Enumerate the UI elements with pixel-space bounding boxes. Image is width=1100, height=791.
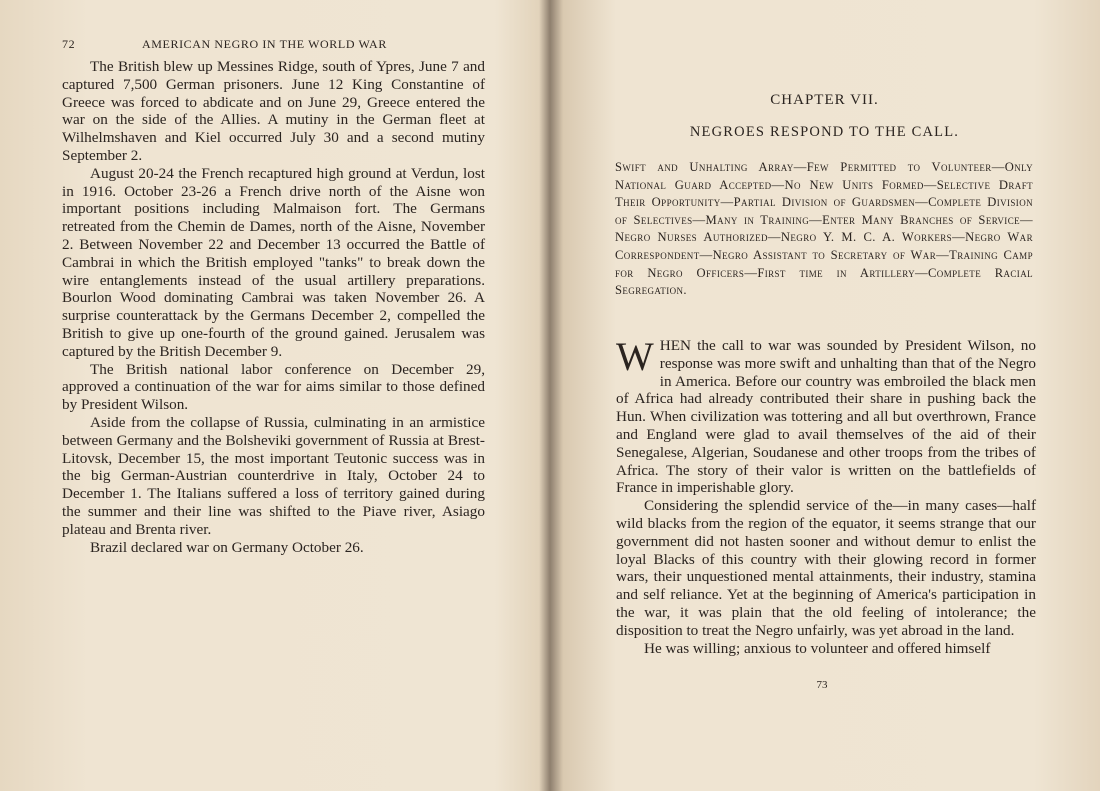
drop-cap: W	[616, 334, 654, 379]
paragraph: August 20-24 the French recaptured high ground at Verdun, lost in 1916. October 23-26 a French drive north of the Aisne won important positions including Malmaison fort. The Germans retreated from the Chemin de Dames, north of the Aisne, November 2. Between November 22 and December 13 occurred the Battle of Cambrai in which the British employed "tanks" to break down the wire entanglements instead of the usual artillery preparations. Bourlon Wood dominating Cambrai was taken November 26. A surprise counterattack by the Germans December 2, compelled the British to give up one-fourth of the ground gained. Jerusalem was captured by the British December 9.	[62, 164, 485, 360]
paragraph: Aside from the collapse of Russia, culminating in an armistice between Germany and the Bolsheviki government of Russia at Brest-Litovsk, December 15, the most important Teutonic success was in the big German-Austrian counterdrive in Italy, October 24 to December 1. The Italians suffered a loss of territory gained during the summer and their line was shifted to the Piave river, Asiago plateau and Brenta river.	[62, 413, 485, 538]
paragraph: He was willing; anxious to volunteer and offered himself	[644, 639, 991, 657]
chapter-number: CHAPTER VII.	[770, 92, 879, 108]
page-number-left: 72	[62, 37, 76, 51]
running-head-title: AMERICAN NEGRO IN THE WORLD WAR	[142, 37, 387, 51]
paragraph-text: HEN the call to war was sounded by President Wilson, no response was more swift and unhalting than that of the Negro in America. Before our country was embroiled the black men of Africa had already contributed their share in pushing back the Hun. When civilization was tottering and all but overthrown, France and England were glad to avail themselves of the aid of their Senegalese, Algerian, Soudanese and other troops from the tribes of Africa. The story of their valor is written on the battlefields of France in imperishable glory.	[616, 337, 1036, 497]
page-number-right: 73	[816, 679, 828, 691]
left-page	[0, 0, 548, 791]
left-body-text	[62, 58, 485, 556]
right-page	[552, 0, 1100, 791]
paragraph: Brazil declared war on Germany October 26.	[90, 538, 364, 556]
chapter-title: NEGROES RESPOND TO THE CALL.	[689, 124, 960, 140]
right-body-text	[616, 334, 1036, 657]
paragraph	[616, 334, 1036, 497]
paragraph: The British national labor conference on December 29, approved a continuation of the war for aims similar to those defined by President Wilson.	[62, 360, 485, 414]
running-head	[62, 37, 487, 52]
paragraph: The British blew up Messines Ridge, south of Ypres, June 7 and captured 7,500 German prisoners. June 12 King Constantine of Greece was forced to abdicate and on June 29, Greece entered the war on the side of the Allies. A mutiny in the German fleet at Wilhelmshaven and Kiel occurred July 30 and a second mutiny September 2.	[62, 58, 485, 164]
chapter-synopsis: Swift and Unhalting Array—Few Permitted to Volunteer—Only National Guard Accepted—No New Units Formed—Selective Draft Their Opportunity—Partial Division of Guardsmen—Complete Division of Selectives—Many in Training—Enter Many Branches of Service—Negro Nurses Authorized—Negro Y. M. C. A. Workers—Negro War Correspondent—Negro Assistant to Secretary of War—Training Camp for Negro Officers—First time in Artillery—Complete Racial Segregation.	[615, 160, 1033, 298]
paragraph: Considering the splendid service of the—in many cases—half wild blacks from the region of the equator, it seems strange that our government did not hasten sooner and without demur to enlist the loyal Blacks of this country with their glowing record in former wars, their unquestioned mental attainments, their industry, stamina and self reliance. Yet at the beginning of America's participation in the war, it was plain that the old feeling of intolerance; the disposition to treat the Negro unfairly, was yet abroad in the land.	[616, 497, 1036, 639]
